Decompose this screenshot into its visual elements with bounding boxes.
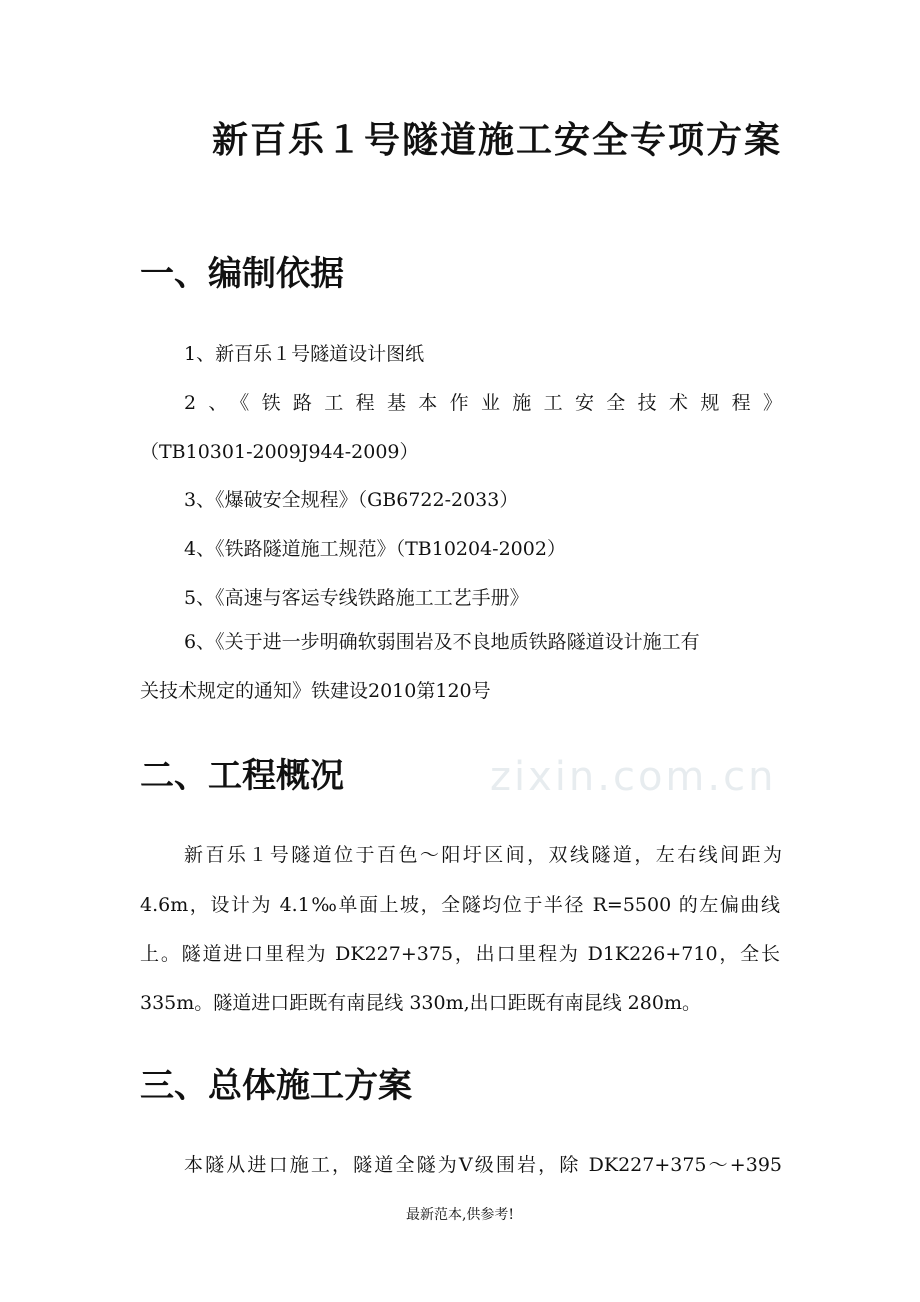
basis-item-4: 4、《铁路隧道施工规范》（TB10204-2002） xyxy=(184,538,566,560)
document-title: 新百乐１号隧道施工安全专项方案 xyxy=(211,119,782,161)
overview-line-1: 新百乐１号隧道位于百色～阳圩区间，双线隧道，左右线间距为 xyxy=(184,844,782,866)
section-heading-3: 三、总体施工方案 xyxy=(140,1066,412,1106)
basis-item-6-cont: 关技术规定的通知》铁建设2010第120号 xyxy=(140,680,491,702)
basis-item-1: 1、新百乐１号隧道设计图纸 xyxy=(184,343,425,365)
plan-line-1: 本隧从进口施工，隧道全隧为Ⅴ级围岩，除 DK227+375～+395 xyxy=(184,1154,782,1176)
section-heading-1: 一、编制依据 xyxy=(140,254,344,294)
overview-line-3: 上。隧道进口里程为 DK227+375，出口里程为 D1K226+710，全长 xyxy=(140,943,780,965)
watermark: zixin.com.cn xyxy=(490,754,777,800)
basis-item-2-code: （TB10301-2009J944-2009） xyxy=(140,441,419,463)
basis-item-5: 5、《高速与客运专线铁路施工工艺手册》 xyxy=(184,587,529,609)
section-heading-2: 二、工程概况 xyxy=(140,756,344,796)
overview-line-4: 335m。隧道进口距既有南昆线 330m,出口距既有南昆线 280m。 xyxy=(140,992,701,1014)
basis-item-2: 2、《铁路工程基本作业施工安全技术规程》 xyxy=(184,392,782,414)
basis-item-6: 6、《关于进一步明确软弱围岩及不良地质铁路隧道设计施工有 xyxy=(184,631,700,653)
page-footer: 最新范本,供参考! xyxy=(405,1207,515,1223)
basis-item-3: 3、《爆破安全规程》（GB6722-2033） xyxy=(184,489,519,511)
overview-line-2: 4.6m，设计为 4.1‰单面上坡，全隧均位于半径 R=5500 的左偏曲线 xyxy=(140,894,780,916)
